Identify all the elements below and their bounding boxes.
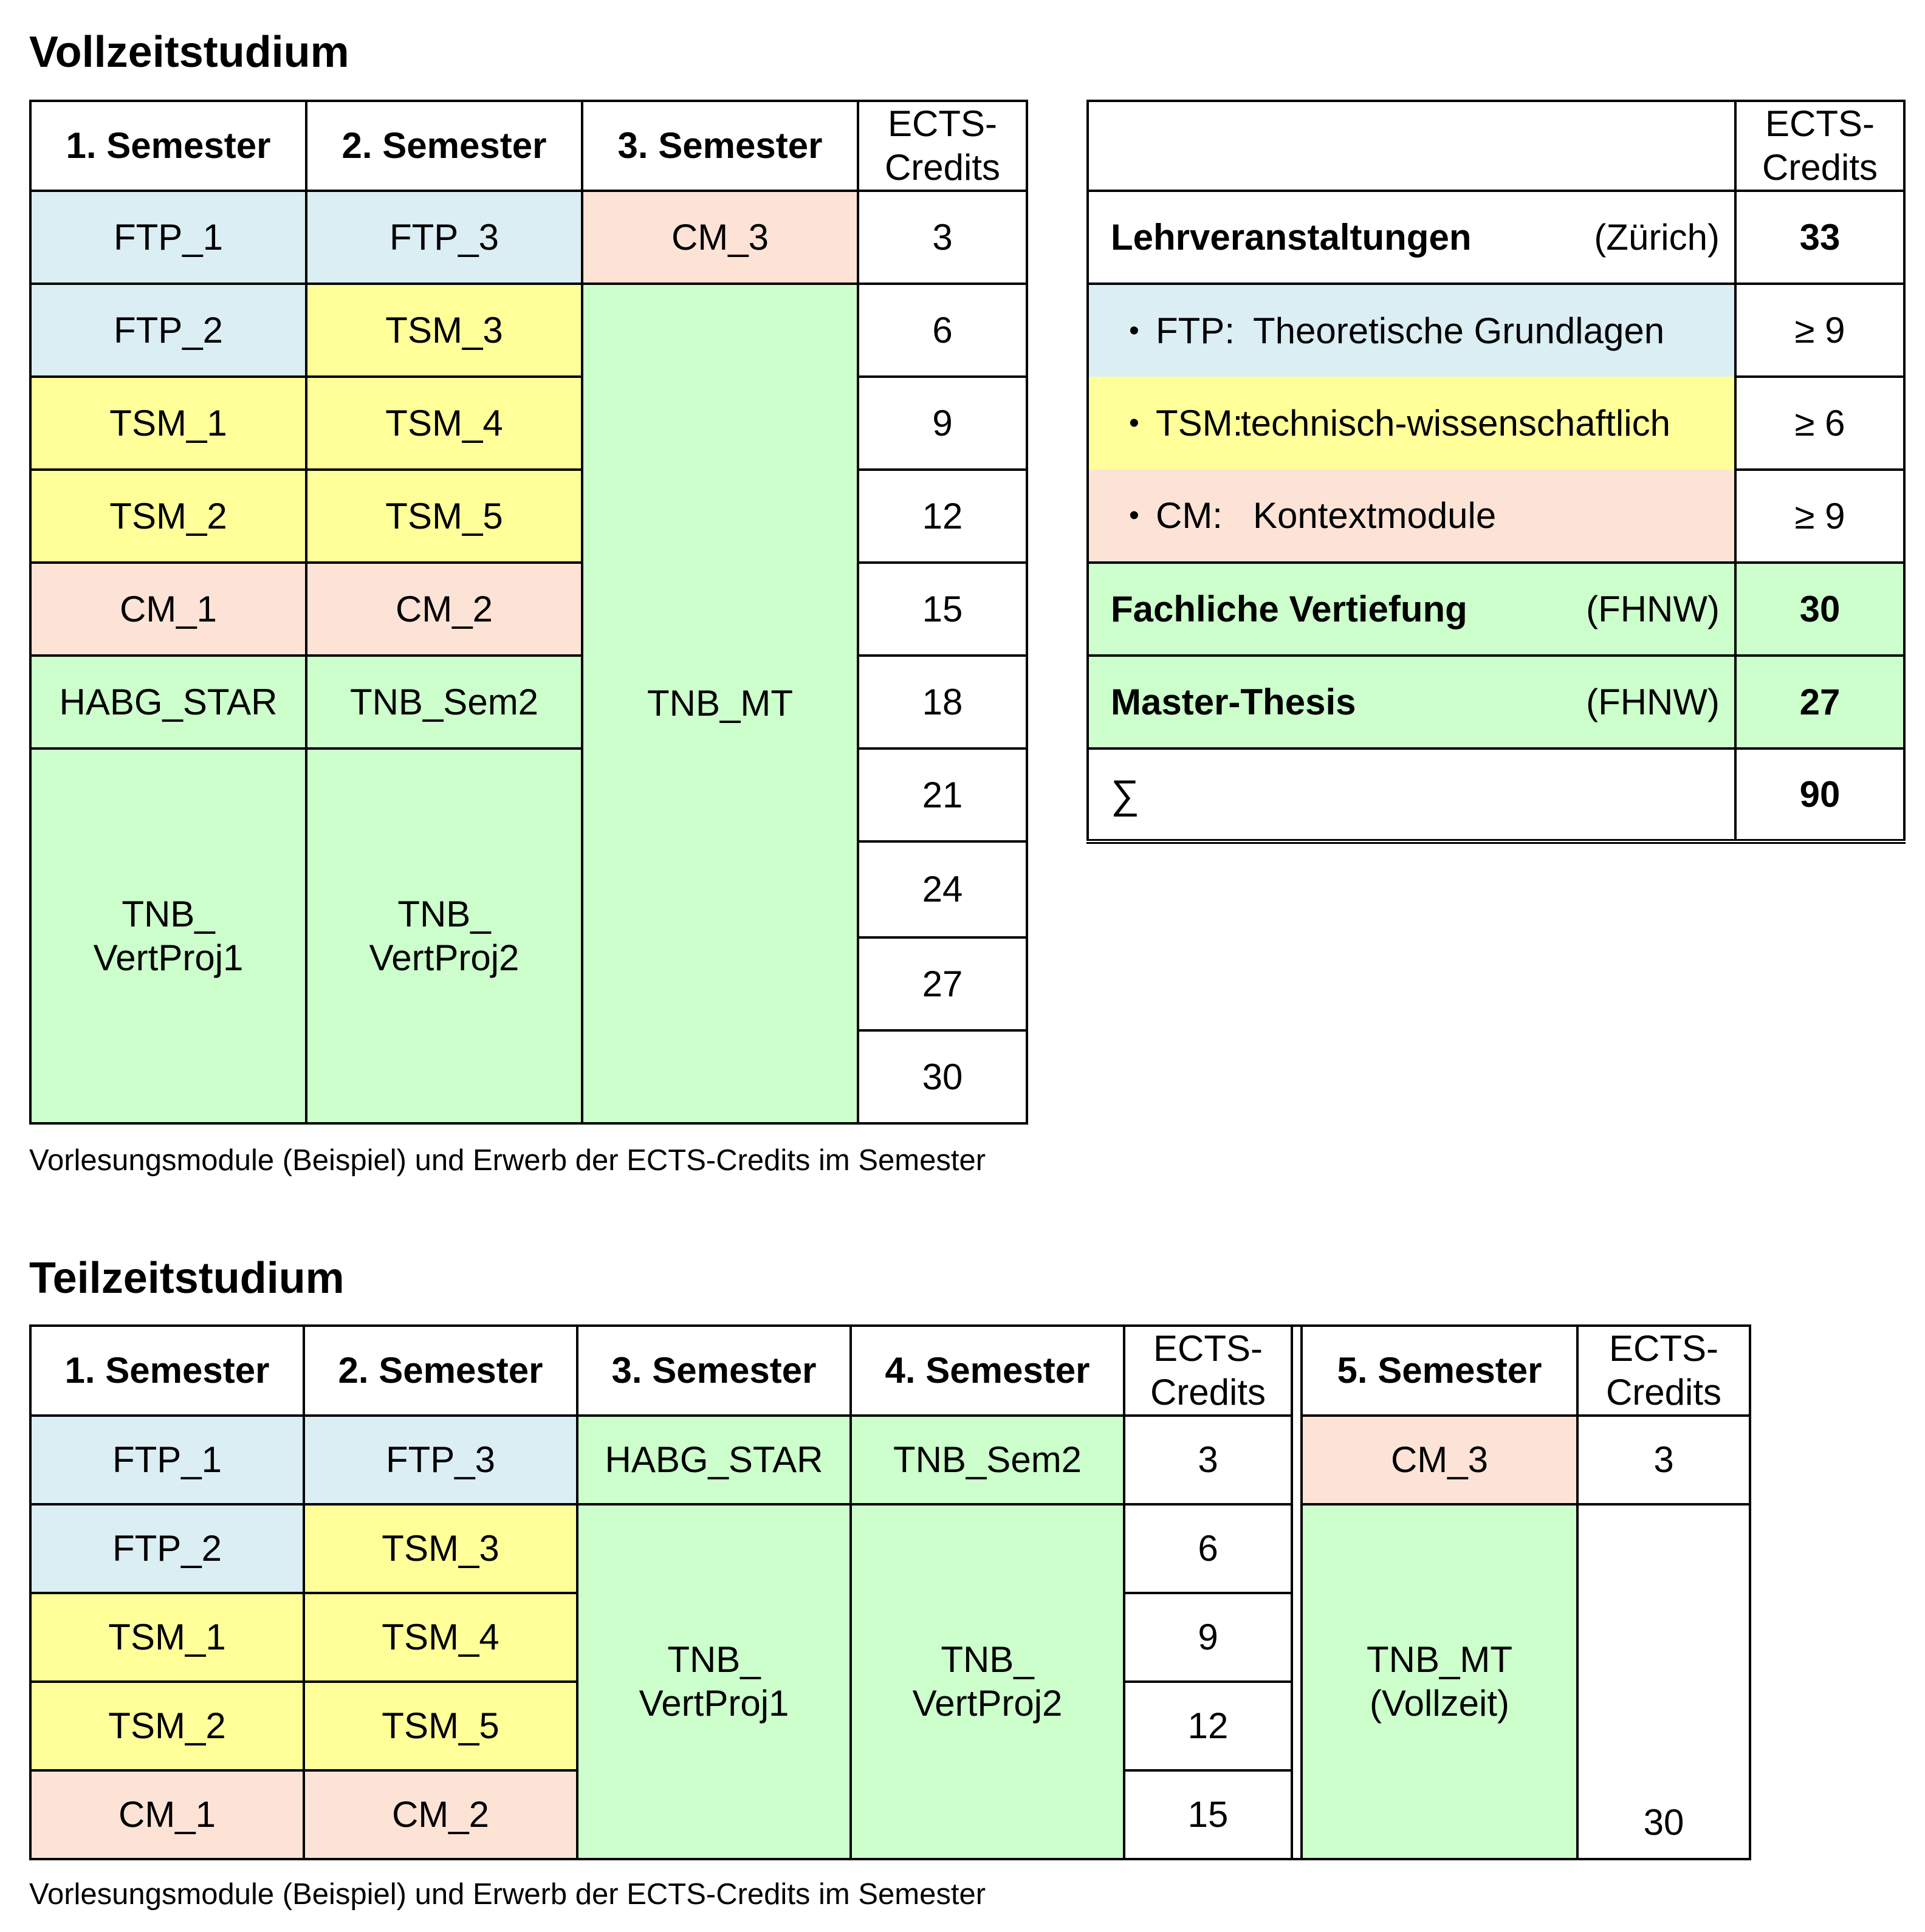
credit-cell: 21 (858, 748, 1027, 841)
module-cell: FTP_3 (306, 191, 582, 284)
project-line: TNB_ (941, 1639, 1034, 1680)
module-cell: TSM_2 (30, 1682, 304, 1770)
parttime-header-sem2: 2. Semester (304, 1326, 577, 1416)
project-cell-sem1 (30, 748, 306, 1123)
credit-cell: 3 (1577, 1416, 1750, 1504)
row-label: Master-Thesis (1111, 681, 1356, 722)
module-cell: TSM_3 (304, 1504, 577, 1593)
project-line: TNB_ (122, 893, 215, 934)
credit-cell: 12 (1124, 1682, 1292, 1770)
project-line: VertProj2 (912, 1683, 1063, 1724)
bullet-icon: • (1129, 406, 1139, 439)
ects-header-line2: Credits (884, 147, 1001, 188)
row-desc: Theoretische Grundlagen (1253, 310, 1665, 351)
summary-row-sum (1088, 748, 1735, 841)
credit-cell: 18 (858, 656, 1027, 748)
project-line: VertProj1 (93, 937, 244, 978)
summary-value: 33 (1735, 191, 1904, 284)
parttime-header-ects-sem5 (1577, 1326, 1750, 1416)
module-cell: CM_3 (582, 191, 858, 284)
credit-cell: 30 (858, 1030, 1027, 1123)
fulltime-header-sem3: 3. Semester (582, 101, 858, 191)
parttime-caption: Vorlesungsmodule (Beispiel) und Erwerb der ECTS-Credits im Semester (29, 1878, 986, 1911)
parttime-header-sem5: 5. Semester (1302, 1326, 1577, 1416)
row-code: CM: (1156, 495, 1223, 536)
summary-value: 30 (1735, 563, 1904, 656)
ects-header-line1: ECTS- (888, 103, 997, 144)
row-code: TSM: (1156, 402, 1243, 444)
row-desc: technisch-wissenschaftlich (1241, 402, 1670, 444)
module-cell: TSM_2 (30, 470, 306, 563)
module-cell: TSM_1 (30, 377, 306, 470)
module-cell: FTP_3 (304, 1416, 577, 1504)
row-desc: Kontextmodule (1253, 495, 1497, 536)
parttime-header-sem3: 3. Semester (577, 1326, 851, 1416)
credit-cell: 6 (858, 284, 1027, 377)
row-location: (FHNW) (1586, 588, 1720, 629)
credit-cell: 12 (858, 470, 1027, 563)
module-cell: HABG_STAR (577, 1416, 851, 1504)
thesis-cell: TNB_MT (582, 284, 858, 1123)
row-code: FTP: (1156, 310, 1235, 351)
row-location: (FHNW) (1586, 681, 1720, 722)
module-cell: CM_1 (30, 1770, 304, 1859)
project-line: TNB_ (397, 893, 491, 934)
module-cell: CM_1 (30, 563, 306, 656)
credit-cell: 3 (858, 191, 1027, 284)
project-line: TNB_ (667, 1639, 761, 1680)
fulltime-header-sem2: 2. Semester (306, 101, 582, 191)
ects-header-line1: ECTS- (1765, 103, 1875, 144)
thesis-line: TNB_MT (1367, 1639, 1512, 1680)
fulltime-table (29, 100, 1028, 1125)
bullet-icon: • (1129, 499, 1139, 532)
parttime-header-sem1: 1. Semester (30, 1326, 304, 1416)
module-cell: FTP_2 (30, 284, 306, 377)
summary-value: ≥ 9 (1735, 470, 1904, 563)
credit-cell: 6 (1124, 1504, 1292, 1593)
credit-cell: 3 (1124, 1416, 1292, 1504)
module-cell: TSM_4 (306, 377, 582, 470)
row-label: Lehrveranstaltungen (1111, 216, 1472, 258)
ects-header-line1: ECTS- (1153, 1328, 1263, 1369)
summary-value: 90 (1735, 748, 1904, 841)
module-cell: TSM_5 (304, 1682, 577, 1770)
fulltime-title: Vollzeitstudium (29, 28, 349, 77)
ects-header-line2: Credits (1762, 147, 1878, 188)
ects-header-line1: ECTS- (1609, 1328, 1718, 1369)
summary-row-tsm (1088, 377, 1735, 470)
project-cell-sem4 (851, 1504, 1124, 1859)
module-cell: FTP_1 (30, 1416, 304, 1504)
credit-cell: 15 (1124, 1770, 1292, 1859)
parttime-header-sem4: 4. Semester (851, 1326, 1124, 1416)
summary-row-thesis (1088, 656, 1735, 748)
project-cell-sem2 (306, 748, 582, 1123)
module-cell: CM_2 (304, 1770, 577, 1859)
summary-value: ≥ 9 (1735, 284, 1904, 377)
ects-header-line2: Credits (1150, 1372, 1266, 1413)
project-line: VertProj2 (369, 937, 520, 978)
parttime-title: Teilzeitstudium (29, 1254, 345, 1303)
summary-header-ects (1735, 101, 1904, 191)
table-gap (1292, 1326, 1302, 1859)
credit-cell: 24 (858, 841, 1027, 937)
summary-blank-header (1088, 101, 1735, 191)
summary-row-lehr (1088, 191, 1735, 284)
module-cell: TSM_1 (30, 1593, 304, 1682)
fulltime-header-sem1: 1. Semester (30, 101, 306, 191)
thesis-cell-sem5 (1302, 1504, 1577, 1859)
project-line: VertProj1 (639, 1683, 789, 1724)
summary-row-vertiefung (1088, 563, 1735, 656)
ects-header-line2: Credits (1605, 1372, 1722, 1413)
module-cell: TSM_5 (306, 470, 582, 563)
module-cell: TSM_4 (304, 1593, 577, 1682)
thesis-line: (Vollzeit) (1369, 1683, 1510, 1724)
credit-cell: 27 (858, 937, 1027, 1030)
module-cell: CM_3 (1302, 1416, 1577, 1504)
row-location: (Zürich) (1594, 216, 1720, 258)
module-cell: FTP_2 (30, 1504, 304, 1593)
credit-cell: 9 (858, 377, 1027, 470)
summary-row-cm (1088, 470, 1735, 563)
credit-cell: 30 (1577, 1504, 1750, 1859)
module-cell: FTP_1 (30, 191, 306, 284)
parttime-header-ects (1124, 1326, 1292, 1416)
module-cell: HABG_STAR (30, 656, 306, 748)
summary-value: 27 (1735, 656, 1904, 748)
credit-cell: 9 (1124, 1593, 1292, 1682)
summary-row-ftp (1088, 284, 1735, 377)
summary-value: ≥ 6 (1735, 377, 1904, 470)
sum-icon: ∑ (1111, 771, 1140, 817)
summary-table (1086, 100, 1906, 844)
module-cell: TNB_Sem2 (306, 656, 582, 748)
row-label: Fachliche Vertiefung (1111, 588, 1467, 629)
module-cell: TSM_3 (306, 284, 582, 377)
project-cell-sem3 (577, 1504, 851, 1859)
parttime-table (29, 1324, 1751, 1860)
bullet-icon: • (1129, 314, 1139, 347)
credit-cell: 15 (858, 563, 1027, 656)
fulltime-header-ects (858, 101, 1027, 191)
module-cell: CM_2 (306, 563, 582, 656)
fulltime-caption: Vorlesungsmodule (Beispiel) und Erwerb der ECTS-Credits im Semester (29, 1144, 986, 1177)
module-cell: TNB_Sem2 (851, 1416, 1124, 1504)
